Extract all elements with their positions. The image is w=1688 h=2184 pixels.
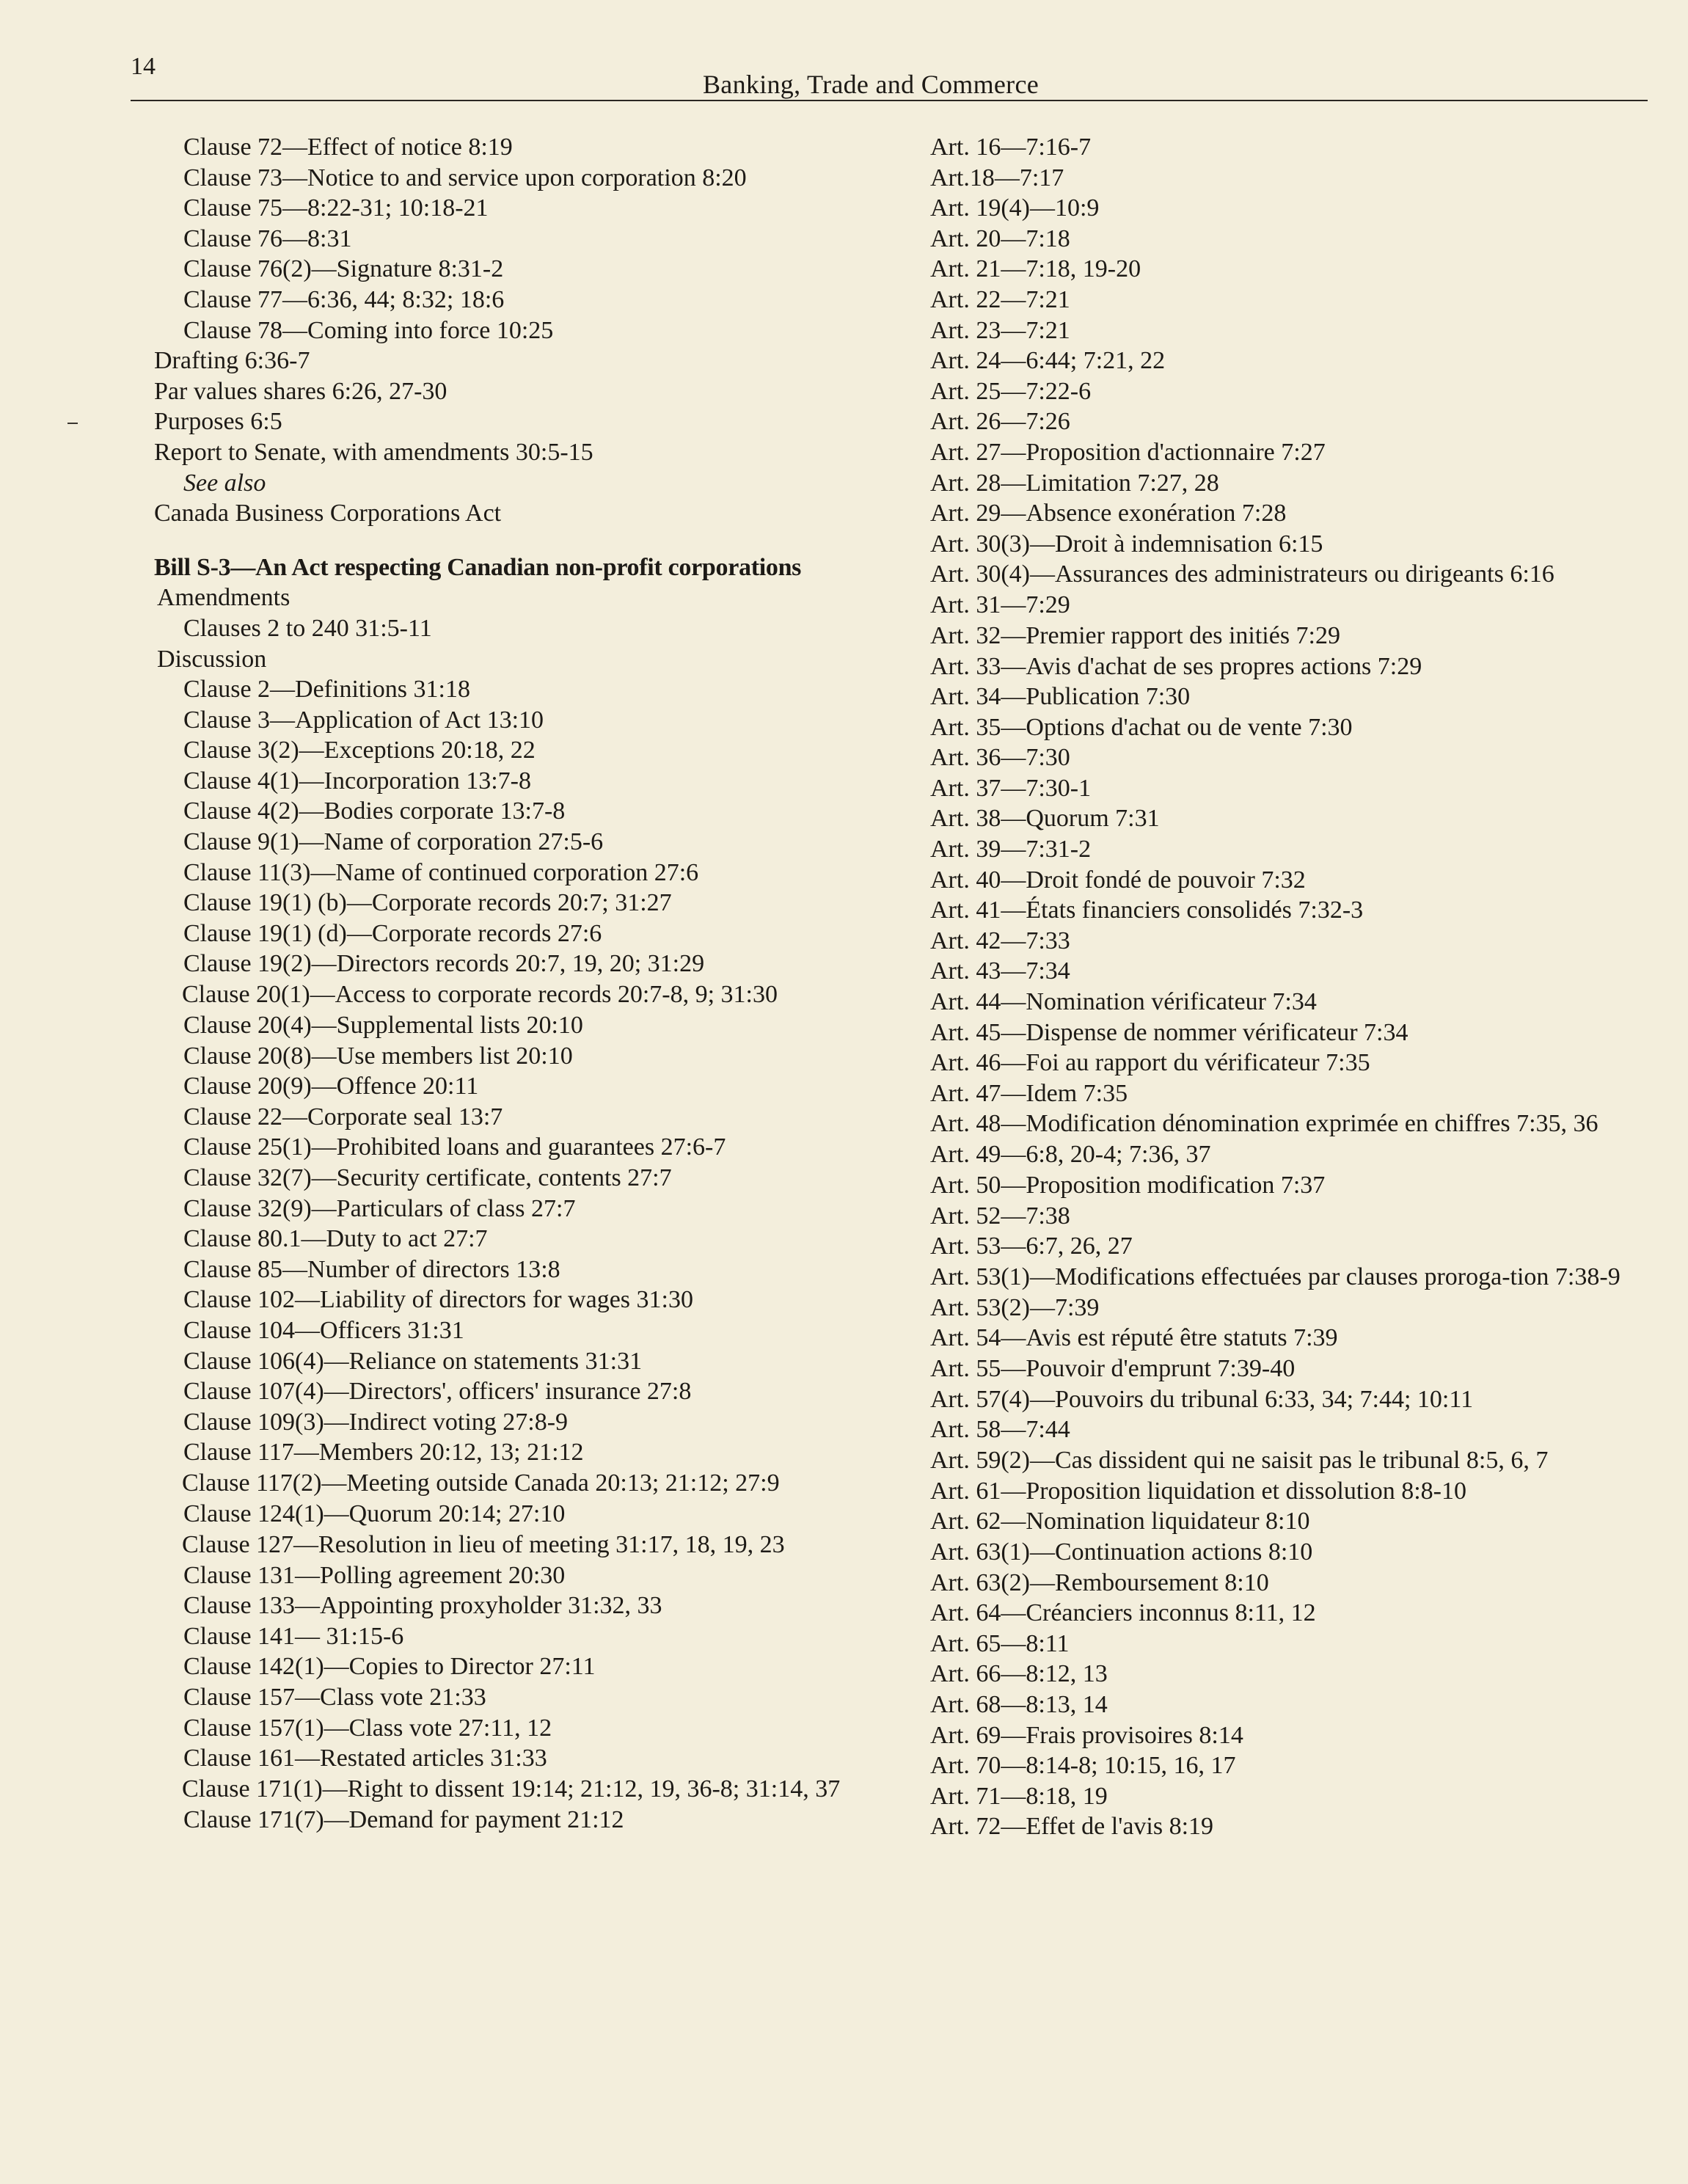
index-entry: Purposes 6:5	[154, 408, 282, 436]
index-entry: Art. 24—6:44; 7:21, 22	[930, 347, 1166, 375]
index-entry: Art. 19(4)—10:9	[930, 194, 1100, 222]
index-entry: Art. 42—7:33	[930, 927, 1070, 954]
index-entry: Clause 171(1)—Right to dissent 19:14; 21:12, 19, 36-8; 31:14, 37	[182, 1775, 841, 1803]
running-header-title: Banking, Trade and Commerce	[703, 70, 1040, 99]
index-entry: Art. 20—7:18	[930, 224, 1070, 252]
index-entry: Art. 47—Idem 7:35	[930, 1079, 1128, 1107]
index-entry: Art. 33—Avis d'achat de ses propres actions 7:29	[930, 652, 1422, 680]
index-entry: Art. 38—Quorum 7:31	[930, 805, 1160, 833]
index-entry: Art. 25—7:22-6	[930, 377, 1092, 405]
index-entry: Clause 73—Notice to and service upon corporation 8:20	[183, 164, 747, 191]
index-entry: Clause 72—Effect of notice 8:19	[183, 134, 513, 161]
index-entry: Clause 106(4)—Reliance on statements 31:31	[183, 1347, 643, 1375]
index-entry: Art. 16—7:16-7	[930, 134, 1092, 161]
index-entry: Canada Business Corporations Act	[154, 500, 502, 527]
header-rule	[131, 100, 1648, 101]
index-entry: Discussion	[157, 645, 267, 673]
index-entry: Clause 4(2)—Bodies corporate 13:7-8	[183, 797, 566, 825]
index-entry: Art. 65—8:11	[930, 1629, 1070, 1657]
index-entry: Art. 43—7:34	[930, 957, 1070, 985]
index-entry: Art. 66—8:12, 13	[930, 1660, 1108, 1688]
index-column-right	[930, 132, 1649, 1842]
index-entry: Clause 11(3)—Name of continued corporation 27:6	[183, 858, 699, 886]
index-entry: Art. 23—7:21	[930, 316, 1070, 344]
index-entry: Art. 58—7:44	[930, 1416, 1070, 1444]
index-entry: Art. 27—Proposition d'actionnaire 7:27	[930, 438, 1326, 466]
index-entry: Art. 39—7:31-2	[930, 836, 1092, 863]
index-entry: Clause 117—Members 20:12, 13; 21:12	[183, 1439, 584, 1467]
index-entry: Art. 63(2)—Remboursement 8:10	[930, 1568, 1269, 1596]
page-number: 14	[131, 53, 156, 80]
index-entry: Clause 9(1)—Name of corporation 27:5-6	[183, 828, 604, 856]
see-also-label: See also	[183, 469, 266, 497]
index-entry: Art. 41—États financiers consolidés 7:32-3	[930, 896, 1364, 924]
index-entry: Art. 70—8:14-8; 10:15, 16, 17	[930, 1752, 1236, 1780]
index-entry: Report to Senate, with amendments 30:5-15	[154, 438, 593, 466]
margin-mark	[67, 423, 78, 424]
index-entry: Art. 53(1)—Modifications effectuées par clauses proroga-tion 7:38-9	[930, 1263, 1621, 1290]
index-entry: Clause 124(1)—Quorum 20:14; 27:10	[183, 1500, 566, 1527]
index-entry: Clause 142(1)—Copies to Director 27:11	[183, 1653, 596, 1681]
index-entry: Clause 131—Polling agreement 20:30	[183, 1561, 566, 1589]
index-entry: Clause 141— 31:15-6	[183, 1622, 404, 1650]
index-entry: Par values shares 6:26, 27-30	[154, 377, 447, 405]
index-entry: Clause 32(9)—Particulars of class 27:7	[183, 1194, 576, 1222]
bill-heading: Bill S-3—An Act respecting Canadian non-profit corporations	[154, 553, 802, 581]
index-entry: Art. 34—Publication 7:30	[930, 683, 1191, 711]
index-entry: Art. 28—Limitation 7:27, 28	[930, 469, 1219, 497]
index-entry: Art. 22—7:21	[930, 285, 1070, 313]
index-entry: Clause 107(4)—Directors', officers' insurance 27:8	[183, 1378, 692, 1406]
index-entry: Clause 25(1)—Prohibited loans and guarantees 27:6-7	[183, 1133, 726, 1161]
index-entry: Art. 32—Premier rapport des initiés 7:29	[930, 621, 1341, 649]
index-entry: Art. 31—7:29	[930, 591, 1070, 619]
index-entry: Clause 109(3)—Indirect voting 27:8-9	[183, 1408, 569, 1436]
index-entry: Art. 49—6:8, 20-4; 7:36, 37	[930, 1141, 1211, 1169]
index-entry: Art. 48—Modification dénomination exprimée en chiffres 7:35, 36	[930, 1110, 1599, 1138]
index-entry: Amendments	[157, 584, 291, 612]
index-entry: Art. 53(2)—7:39	[930, 1293, 1100, 1321]
index-entry: Art. 62—Nomination liquidateur 8:10	[930, 1508, 1310, 1535]
index-entry: Clause 22—Corporate seal 13:7	[183, 1103, 503, 1131]
index-entry: Clause 20(1)—Access to corporate records 20:7-8, 9; 31:30	[182, 981, 778, 1009]
index-entry: Clause 104—Officers 31:31	[183, 1316, 464, 1344]
index-entry: Clause 76(2)—Signature 8:31-2	[183, 255, 504, 283]
index-entry: Art. 37—7:30-1	[930, 774, 1092, 802]
index-entry: Art. 35—Options d'achat ou de vente 7:30	[930, 713, 1353, 741]
index-entry: Clause 157(1)—Class vote 27:11, 12	[183, 1714, 552, 1742]
index-entry: Art. 61—Proposition liquidation et dissolution 8:8-10	[930, 1477, 1466, 1505]
index-entry: Art. 21—7:18, 19-20	[930, 255, 1141, 283]
index-entry: Art. 45—Dispense de nommer vérificateur 7:34	[930, 1018, 1409, 1046]
index-entry: Clause 85—Number of directors 13:8	[183, 1255, 560, 1283]
index-entry: Clause 20(8)—Use members list 20:10	[183, 1042, 573, 1070]
index-entry: Art. 52—7:38	[930, 1202, 1070, 1230]
index-entry: Clause 3(2)—Exceptions 20:18, 22	[183, 737, 536, 764]
index-entry: Art. 68—8:13, 14	[930, 1690, 1108, 1718]
index-entry: Art. 71—8:18, 19	[930, 1782, 1108, 1810]
index-entry: Art. 46—Foi au rapport du vérificateur 7:35	[930, 1049, 1370, 1077]
index-entry: Clause 75—8:22-31; 10:18-21	[183, 194, 489, 222]
index-entry: Art. 59(2)—Cas dissident qui ne saisit pas le tribunal 8:5, 6, 7	[930, 1446, 1549, 1474]
index-entry: Art. 30(4)—Assurances des administrateurs ou dirigeants 6:16	[930, 560, 1554, 588]
index-entry: Art. 54—Avis est réputé être statuts 7:39	[930, 1324, 1338, 1352]
index-entry: Clause 157—Class vote 21:33	[183, 1683, 486, 1711]
index-entry: Art. 40—Droit fondé de pouvoir 7:32	[930, 866, 1306, 894]
index-entry: Art. 30(3)—Droit à indemnisation 6:15	[930, 530, 1323, 558]
index-entry: Clause 117(2)—Meeting outside Canada 20:13; 21:12; 27:9	[182, 1469, 780, 1497]
index-entry: Art. 53—6:7, 26, 27	[930, 1232, 1133, 1260]
index-entry: Art. 26—7:26	[930, 408, 1070, 436]
index-entry: Art. 44—Nomination vérificateur 7:34	[930, 988, 1317, 1016]
index-entry: Clause 19(2)—Directors records 20:7, 19, 20; 31:29	[183, 950, 705, 978]
index-entry: Clause 171(7)—Demand for payment 21:12	[183, 1805, 624, 1833]
index-entry: Art. 72—Effet de l'avis 8:19	[930, 1813, 1214, 1841]
index-entry: Clause 32(7)—Security certificate, contents 27:7	[183, 1164, 672, 1191]
index-entry: Clause 19(1) (b)—Corporate records 20:7; 31:27	[183, 889, 672, 917]
index-entry: Clause 76—8:31	[183, 224, 352, 252]
index-entry: Art. 36—7:30	[930, 744, 1070, 772]
index-entry: Clause 133—Appointing proxyholder 31:32, 33	[183, 1592, 662, 1620]
index-entry: Clause 19(1) (d)—Corporate records 27:6	[183, 919, 602, 947]
index-entry: Clause 4(1)—Incorporation 13:7-8	[183, 767, 531, 795]
index-entry: Clause 2—Definitions 31:18	[183, 676, 470, 704]
index-entry: Art. 55—Pouvoir d'emprunt 7:39-40	[930, 1354, 1296, 1382]
index-entry: Clause 77—6:36, 44; 8:32; 18:6	[183, 285, 505, 313]
index-entry: Clause 3—Application of Act 13:10	[183, 706, 544, 734]
index-entry: Art.18—7:17	[930, 164, 1064, 191]
index-entry: Clause 80.1—Duty to act 27:7	[183, 1225, 488, 1253]
index-column-left	[154, 132, 869, 1835]
index-entry: Drafting 6:36-7	[154, 347, 310, 375]
index-entry: Clause 20(9)—Offence 20:11	[183, 1073, 479, 1100]
index-entry: Art. 50—Proposition modification 7:37	[930, 1172, 1326, 1199]
index-entry: Clauses 2 to 240 31:5-11	[183, 614, 432, 642]
index-entry: Art. 64—Créanciers inconnus 8:11, 12	[930, 1599, 1316, 1627]
index-entry: Art. 57(4)—Pouvoirs du tribunal 6:33, 34; 7:44; 10:11	[930, 1385, 1474, 1413]
index-entry: Art. 69—Frais provisoires 8:14	[930, 1721, 1243, 1749]
index-entry: Clause 102—Liability of directors for wages 31:30	[183, 1286, 693, 1314]
index-entry: Clause 20(4)—Supplemental lists 20:10	[183, 1012, 583, 1040]
index-entry: Clause 78—Coming into force 10:25	[183, 316, 554, 344]
index-entry: Art. 29—Absence exonération 7:28	[930, 500, 1287, 527]
index-entry: Clause 161—Restated articles 31:33	[183, 1745, 547, 1772]
index-entry: Clause 127—Resolution in lieu of meeting 31:17, 18, 19, 23	[182, 1530, 785, 1558]
index-entry: Art. 63(1)—Continuation actions 8:10	[930, 1538, 1313, 1566]
